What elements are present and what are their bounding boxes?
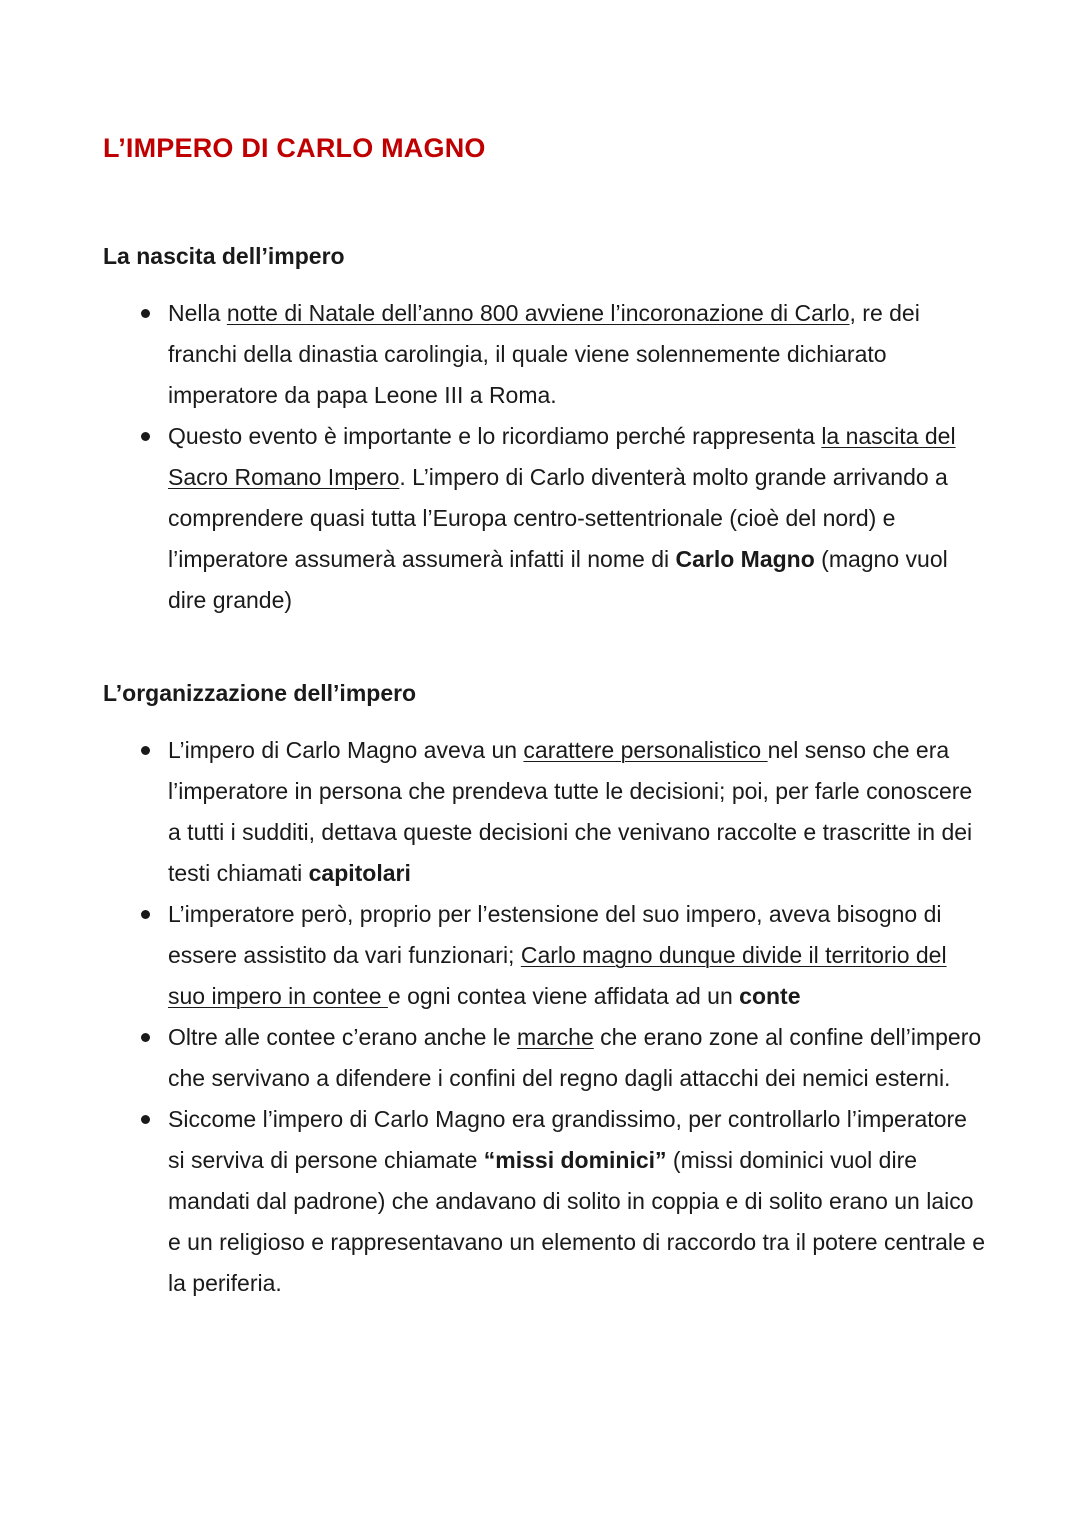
text: Siccome l’impero di Carlo Magno era grandissimo, per controllarlo l’imperatore si serviva di persone chiamate <box>168 1106 967 1173</box>
section-heading-organizzazione: L’organizzazione dell’impero <box>103 680 417 706</box>
bullet-dot-icon <box>141 1115 150 1124</box>
text: (missi dominici vuol dire mandati dal padrone) che andavano di solito in coppia e di solito erano un laico e un religioso e rappresentavano un elemento di raccordo tra il potere centrale e la periferia. <box>168 1147 985 1296</box>
text: . L’impero di Carlo diventerà molto grande arrivando a comprendere quasi tutta l’Europa centro-settentrionale (cioè del nord) e l’imperatore assumerà assumerà infatti il nome di <box>168 464 948 572</box>
bullet-dot-icon <box>141 432 150 441</box>
bullet-dot-icon <box>141 1033 150 1042</box>
text: che erano zone al confine dell’impero che servivano a difendere i confini del regno dagli attacchi dei nemici esterni. <box>168 1024 982 1091</box>
bold-text: capitolari <box>308 860 411 886</box>
text: e ogni contea viene affidata ad un <box>387 983 740 1009</box>
list-item <box>168 1099 988 1304</box>
bold-text: conte <box>739 983 801 1009</box>
underlined-text: Carlo magno dunque divide il territorio del suo impero in contee <box>168 942 947 1009</box>
bullet-list-organizzazione <box>168 730 988 1304</box>
text: Oltre alle contee c’erano anche le <box>168 1024 518 1050</box>
text: nel senso che era l’imperatore in persona che prendeva tutte le decisioni; poi, per farle conoscere a tutti i sudditi, dettava queste decisioni che venivano raccolte e trascritte in dei testi chiamati <box>168 737 973 886</box>
list-item <box>168 1017 988 1099</box>
underlined-text: carattere personalistico <box>523 737 768 763</box>
text: Nella <box>168 300 227 326</box>
list-item <box>168 293 988 416</box>
bullet-list-nascita <box>168 293 988 621</box>
underlined-text: marche <box>517 1024 594 1050</box>
list-item <box>168 416 988 621</box>
underlined-text: la nascita del Sacro Romano Impero <box>168 423 956 490</box>
list-item <box>168 894 988 1017</box>
text: Questo evento è importante e lo ricordiamo perché rappresenta <box>168 423 822 449</box>
text: (magno vuol dire grande) <box>168 546 948 613</box>
underlined-text: notte di Natale dell’anno 800 avviene l’incoronazione di Carlo <box>226 300 850 326</box>
bold-text: Carlo Magno <box>675 546 815 572</box>
bullet-dot-icon <box>141 910 150 919</box>
document-title: L’IMPERO DI CARLO MAGNO <box>103 133 486 163</box>
text: L’imperatore però, proprio per l’estensione del suo impero, aveva bisogno di essere assistito da vari funzionari; <box>168 901 942 968</box>
bold-text: “missi dominici” <box>483 1147 667 1173</box>
text: , re dei franchi della dinastia carolingia, il quale viene solennemente dichiarato imperatore da papa Leone III a Roma. <box>168 300 920 408</box>
bullet-dot-icon <box>141 309 150 318</box>
bullet-dot-icon <box>141 746 150 755</box>
text: L’impero di Carlo Magno aveva un <box>168 737 524 763</box>
list-item <box>168 730 988 894</box>
section-heading-nascita: La nascita dell’impero <box>103 243 345 269</box>
